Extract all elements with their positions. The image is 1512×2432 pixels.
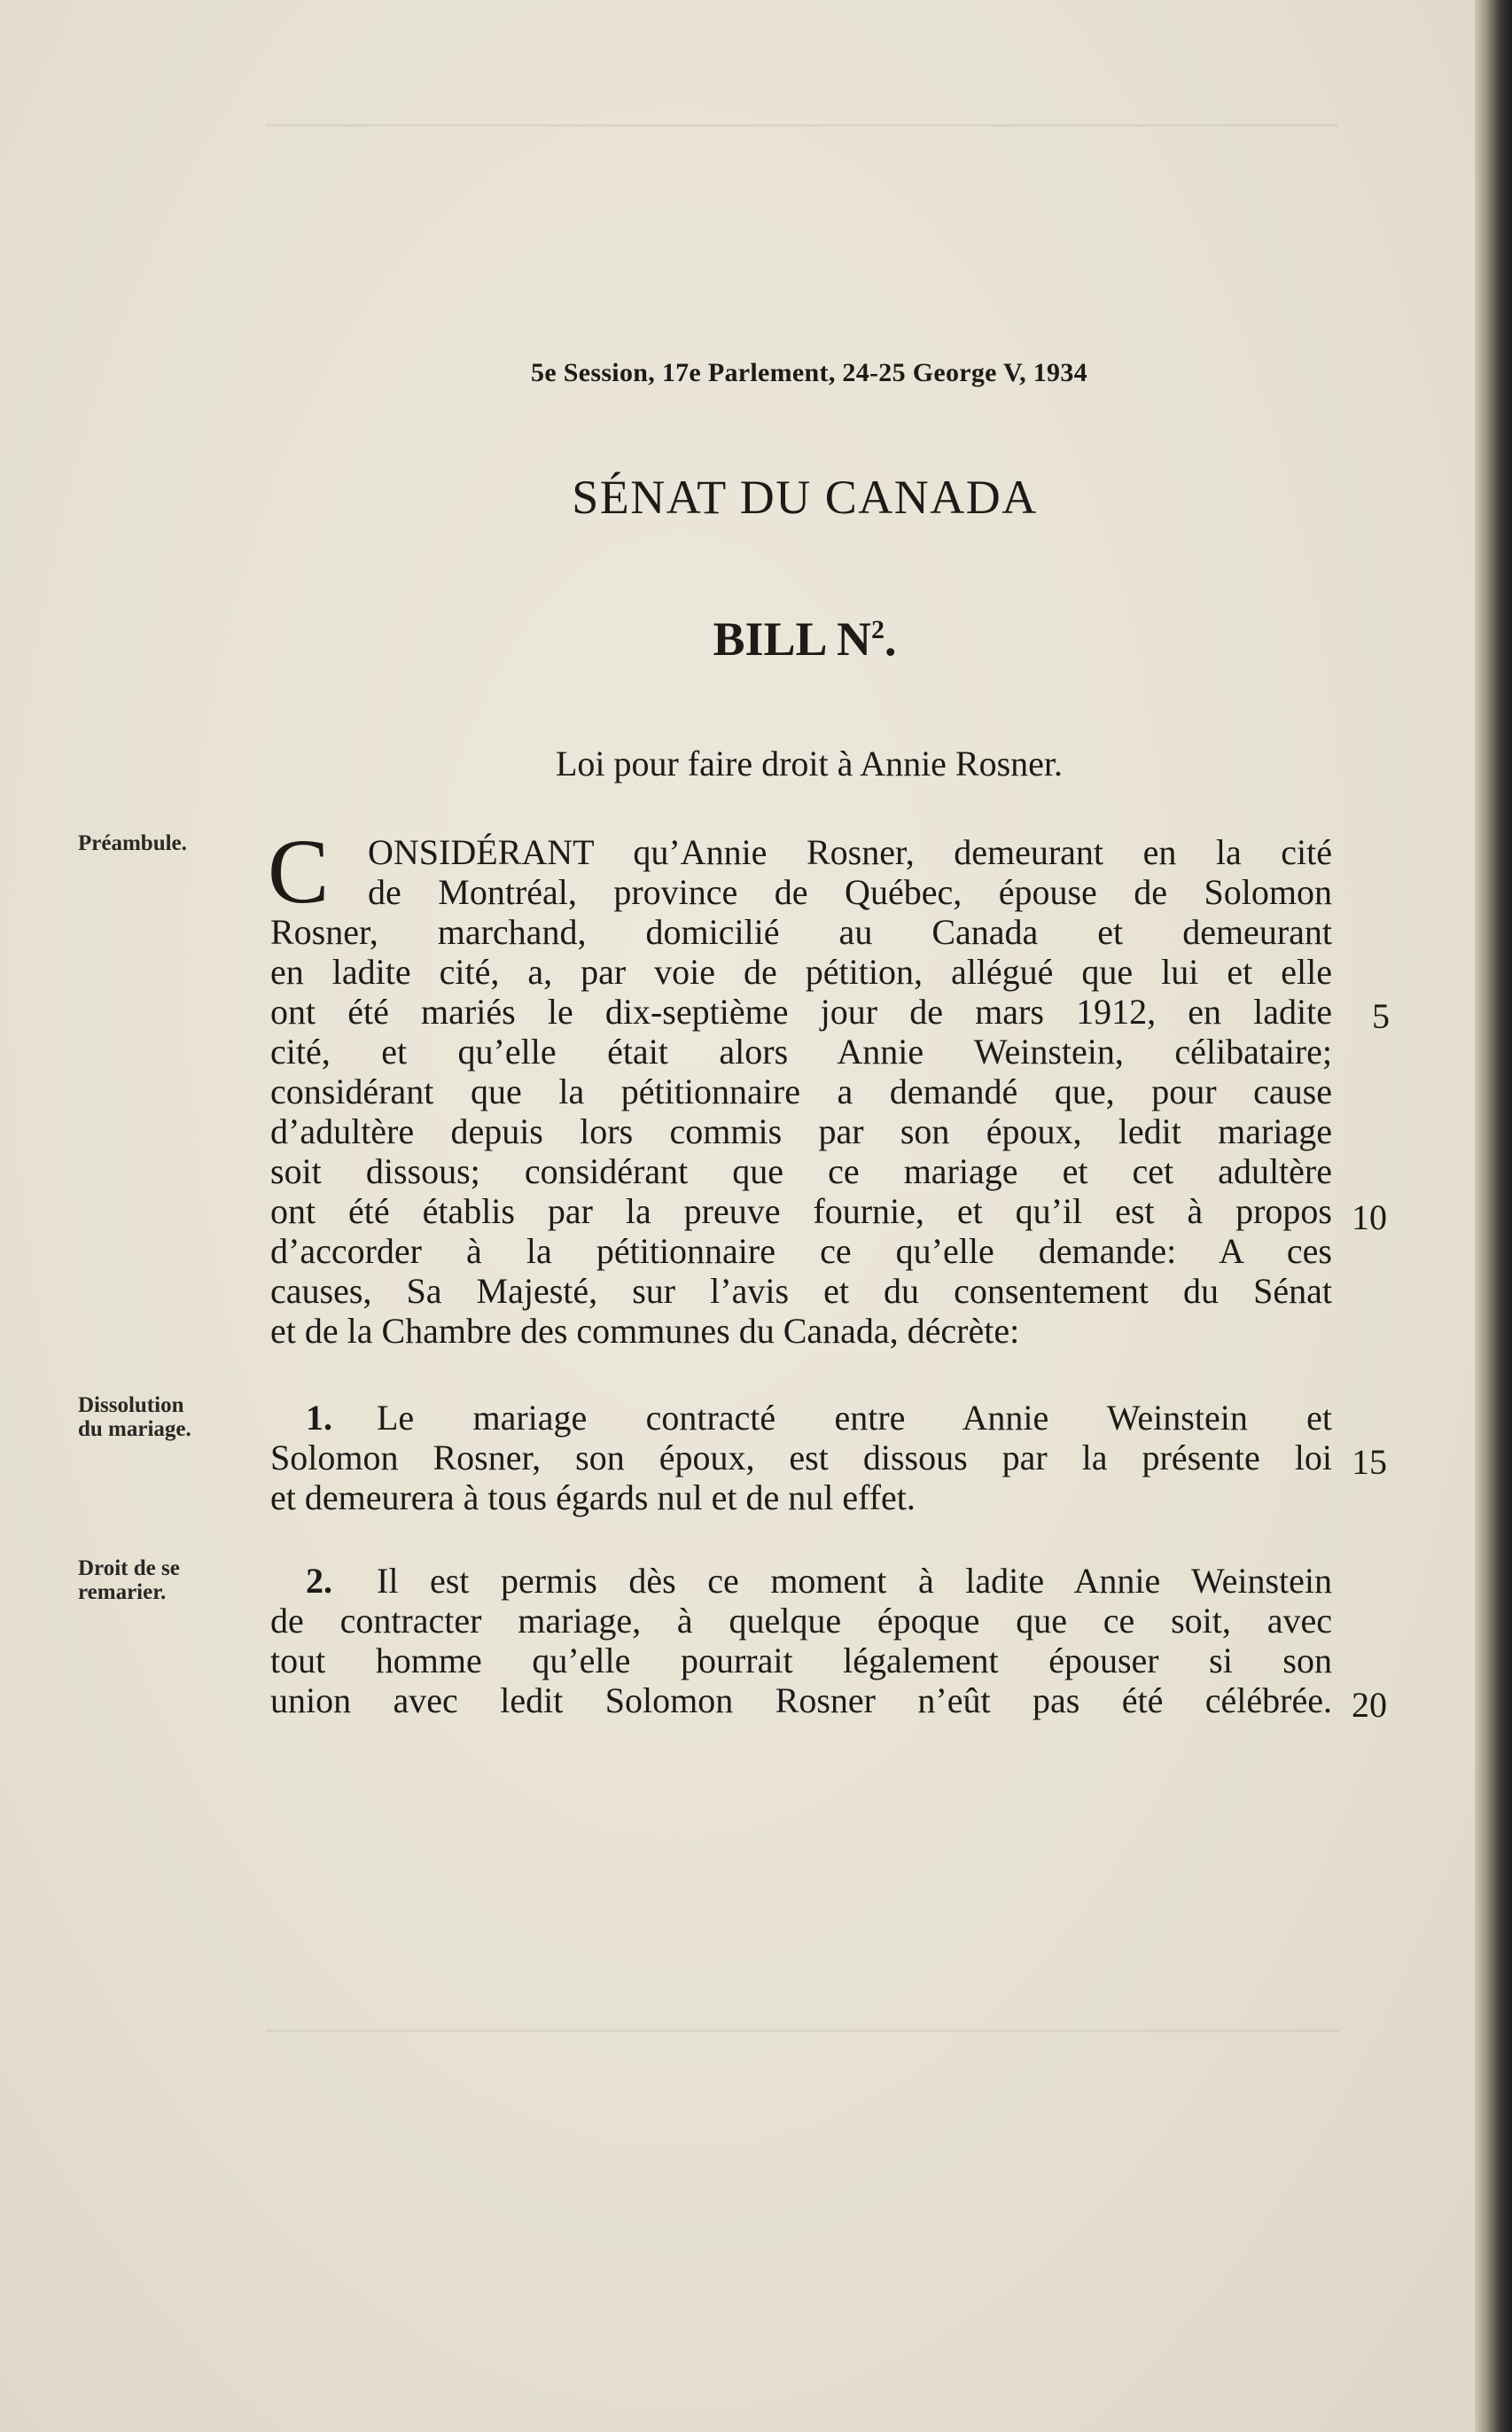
section-number: 1.: [306, 1398, 332, 1438]
short-title: Loi pour faire droit à Annie Rosner.: [555, 744, 1064, 783]
line-number: 10: [1352, 1197, 1387, 1237]
preamble-line: ont été établis par la preuve fournie, et qu’il est à propos: [270, 1191, 1332, 1231]
preamble-line: soit dissous; considérant que ce mariage et cet adultère: [270, 1151, 1332, 1191]
section-2-line: de contracter mariage, à quelque époque que ce soit, avec: [270, 1601, 1332, 1641]
margin-note-dissolution-2: du mariage.: [78, 1417, 191, 1441]
preamble-line: ONSIDÉRANT qu’Annie Rosner, demeurant en la cité: [368, 832, 1332, 872]
section-1-line: et demeurera à tous égards nul et de nul effet.: [270, 1477, 916, 1517]
bill-number: 2: [871, 615, 885, 644]
preamble-line: de Montréal, province de Québec, épouse de Solomon: [368, 872, 1332, 912]
show-through-mark: [266, 124, 1338, 127]
preamble-line: et de la Chambre des communes du Canada, décrète:: [270, 1311, 1020, 1351]
book-spine-shadow: [1475, 0, 1512, 2432]
preamble-line: cité, et qu’elle était alors Annie Weinstein, célibataire;: [270, 1032, 1332, 1072]
preamble-line: d’accorder à la pétitionnaire ce qu’elle demande: A ces: [270, 1231, 1332, 1271]
preamble-line: ont été mariés le dix-septième jour de mars 1912, en ladite: [270, 992, 1332, 1032]
section-2-line: union avec ledit Solomon Rosner n’eût pas été célébrée.: [270, 1680, 1332, 1720]
bill-label: BILL N: [713, 612, 872, 666]
section-1-number: [306, 1399, 373, 1438]
preamble-line: causes, Sa Majesté, sur l’avis et du consentement du Sénat: [270, 1271, 1332, 1311]
section-1-line: Solomon Rosner, son époux, est dissous par la présente loi: [270, 1438, 1332, 1477]
bill-period: .: [885, 612, 897, 666]
line-number: 5: [1372, 996, 1390, 1036]
preamble-line: en ladite cité, a, par voie de pétition, allégué que lui et elle: [270, 952, 1332, 992]
drop-cap: C: [268, 821, 330, 923]
preamble-line: d’adultère depuis lors commis par son époux, ledit mariage: [270, 1111, 1332, 1151]
margin-note-remarry-2: remarier.: [78, 1580, 167, 1604]
line-number: 20: [1352, 1685, 1387, 1725]
section-2-number: [306, 1562, 373, 1601]
section-2-line: Il est permis dès ce moment à ladite Annie Weinstein: [377, 1561, 1332, 1601]
section-number: 2.: [306, 1561, 332, 1601]
show-through-mark: [266, 2030, 1338, 2032]
session-line: 5e Session, 17e Parlement, 24-25 George V, 1934: [531, 358, 1087, 387]
margin-note-remarry-1: Droit de se: [78, 1556, 180, 1580]
bill-title: [177, 612, 1335, 666]
margin-note-dissolution-1: Dissolution: [78, 1393, 184, 1417]
senate-title: SÉNAT DU CANADA: [572, 471, 1038, 524]
preamble-line: Rosner, marchand, domicilié au Canada et demeurant: [270, 912, 1332, 952]
preamble-line: considérant que la pétitionnaire a demandé que, pour cause: [270, 1072, 1332, 1111]
line-number: 15: [1352, 1442, 1387, 1482]
section-1-line: Le mariage contracté entre Annie Weinstein et: [377, 1398, 1332, 1438]
margin-note-preamble: Préambule.: [78, 831, 187, 855]
section-2-line: tout homme qu’elle pourrait légalement épouser si son: [270, 1641, 1332, 1680]
